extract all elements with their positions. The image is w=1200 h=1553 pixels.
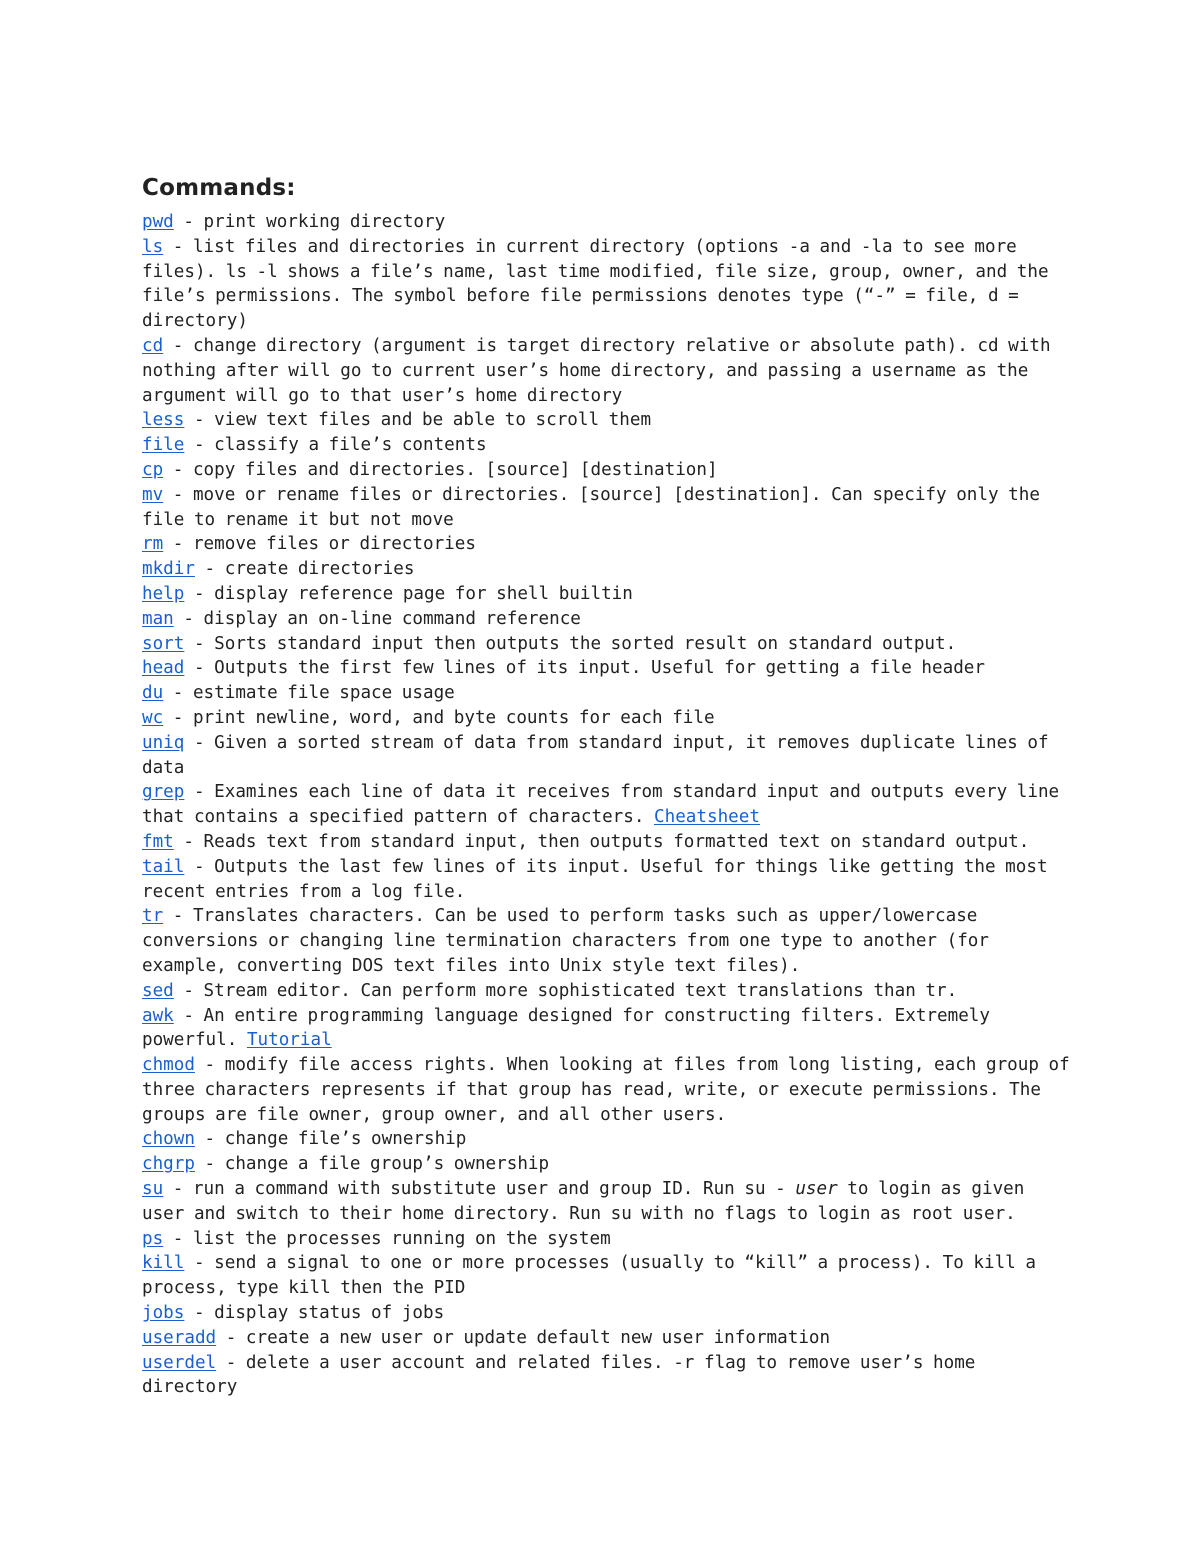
command-entry [142, 334, 1072, 408]
command-link[interactable]: tail [142, 856, 185, 877]
page-title: Commands: [142, 175, 296, 201]
command-link[interactable]: man [142, 608, 174, 629]
command-description: - Outputs the last few lines of its input. Useful for things like getting the most recent entries from a log file. [142, 856, 1048, 902]
command-link[interactable]: tr [142, 906, 164, 927]
command-link[interactable]: pwd [142, 212, 174, 232]
document-page [142, 172, 1072, 1400]
command-description: - Translates characters. Can be used to perform tasks such as upper/lowercase conversions or changing line termination characters from one type to another (for example, converting DOS text files into Unix style text files). [142, 906, 989, 976]
command-link[interactable]: grep [142, 782, 185, 803]
command-link[interactable]: userdel [142, 1352, 217, 1373]
command-link[interactable]: help [142, 583, 185, 604]
command-link[interactable]: jobs [142, 1303, 185, 1324]
command-link[interactable]: sort [142, 633, 185, 654]
command-entry [142, 582, 1072, 607]
command-description: - classify a file’s contents [184, 435, 487, 456]
command-description: - display reference page for shell builtin [184, 583, 633, 604]
command-entry [142, 1053, 1072, 1127]
command-entry [142, 483, 1072, 533]
command-entry [142, 731, 1072, 781]
command-description: - Reads text from standard input, then outputs formatted text on standard output. [173, 831, 1030, 852]
command-entry [142, 458, 1072, 483]
command-entry [142, 1152, 1072, 1177]
command-link[interactable]: chmod [142, 1055, 195, 1076]
command-link[interactable]: ls [142, 236, 164, 257]
command-description-continued: to login as given user and switch to their home directory. Run su with no flags to login as root user. [142, 1179, 1025, 1224]
command-description: - create a new user or update default new user information [216, 1327, 831, 1348]
command-link[interactable]: useradd [142, 1327, 217, 1348]
command-link[interactable]: rm [142, 534, 164, 555]
reference-link[interactable]: Tutorial [246, 1030, 332, 1051]
command-entry [142, 433, 1072, 458]
command-entry [142, 235, 1072, 334]
command-link[interactable]: head [142, 658, 185, 679]
command-description: - Given a sorted stream of data from standard input, it removes duplicate lines of data [142, 732, 1049, 778]
command-description: - estimate file space usage [163, 683, 455, 704]
command-entry [142, 979, 1072, 1004]
command-link[interactable]: mkdir [142, 559, 195, 580]
command-link[interactable]: sed [142, 980, 174, 1001]
command-description: - view text files and be able to scroll them [184, 410, 652, 431]
command-link[interactable]: chgrp [142, 1154, 195, 1175]
command-link[interactable]: su [142, 1179, 164, 1200]
command-description: - print newline, word, and byte counts for each file [163, 707, 715, 728]
command-description: - change directory (argument is target directory relative or absolute path). cd with nothing after will go to current user’s home directory, and passing a username as the argument will go to that user’s home directory [142, 335, 1051, 406]
command-entry [142, 830, 1072, 855]
command-argument: user [795, 1179, 838, 1200]
command-entry [142, 1326, 1072, 1351]
command-description: - copy files and directories. [source] [destination] [163, 459, 718, 480]
command-description: - change file’s ownership [194, 1129, 467, 1150]
command-description: - change a file group’s ownership [194, 1154, 550, 1175]
command-entry [142, 557, 1072, 582]
command-description: - Examines each line of data it receives from standard input and outputs every line that contains a specified pattern of characters. [142, 782, 1060, 828]
command-entry [142, 1351, 1072, 1401]
command-entry [142, 408, 1072, 433]
command-link[interactable]: mv [142, 484, 164, 505]
command-link[interactable]: awk [142, 1005, 174, 1026]
command-entry [142, 780, 1072, 830]
command-link[interactable]: kill [142, 1253, 185, 1274]
command-entry [142, 607, 1072, 632]
command-entry [142, 1301, 1072, 1326]
command-entry [142, 855, 1072, 905]
command-link[interactable]: du [142, 683, 164, 704]
command-entry [142, 681, 1072, 706]
command-entry [142, 904, 1072, 978]
command-description: - list the processes running on the system [163, 1228, 611, 1249]
command-link[interactable]: less [142, 410, 185, 431]
command-link[interactable]: file [142, 435, 185, 456]
command-link[interactable]: chown [142, 1129, 195, 1150]
command-link[interactable]: cd [142, 335, 164, 356]
command-entry [142, 706, 1072, 731]
command-entry [142, 1227, 1072, 1252]
command-link[interactable]: uniq [142, 732, 185, 753]
command-description: - send a signal to one or more processes (usually to “kill” a process). To kill a process, type kill then the PID [142, 1253, 1036, 1299]
command-description: - move or rename files or directories. [source] [destination]. Can specify only the file to rename it but not move [142, 484, 1040, 530]
command-list [142, 210, 1072, 1400]
command-entry [142, 532, 1072, 557]
command-entry [142, 632, 1072, 657]
command-description: - display an on-line command reference [173, 608, 581, 629]
command-description: - Stream editor. Can perform more sophisticated text translations than tr. [173, 980, 958, 1001]
command-description: - remove files or directories [163, 534, 476, 555]
command-entry [142, 1004, 1072, 1054]
command-description: - run a command with substitute user and group ID. Run su - [163, 1179, 796, 1200]
command-description: - list files and directories in current directory (options -a and -la to see more files). ls -l shows a file’s name, last time modified, file size, group, owner, and the file’s permissions. The symbol before file permissions denotes type (“-” = file, d = directory) [142, 236, 1049, 332]
command-description: - create directories [194, 559, 415, 580]
command-entry [142, 1177, 1072, 1227]
command-description: - print working directory [173, 212, 446, 232]
command-link[interactable]: ps [142, 1228, 164, 1249]
command-entry [142, 210, 1072, 235]
command-description: - An entire programming language designed for constructing filters. Extremely powerful. [142, 1005, 990, 1051]
command-link[interactable]: wc [142, 707, 164, 728]
command-entry [142, 656, 1072, 681]
command-link[interactable]: cp [142, 459, 164, 480]
command-entry [142, 1251, 1072, 1301]
command-description: - delete a user account and related files. -r flag to remove user’s home directory [142, 1352, 976, 1398]
reference-link[interactable]: Cheatsheet [654, 807, 760, 828]
command-description: - Outputs the first few lines of its input. Useful for getting a file header [184, 658, 985, 679]
command-description: - modify file access rights. When looking at files from long listing, each group of three characters represents if that group has read, write, or execute permissions. The groups are file owner, group owner, and all other users. [142, 1055, 1070, 1125]
command-link[interactable]: fmt [142, 831, 174, 852]
command-entry [142, 1127, 1072, 1152]
command-description: - display status of jobs [184, 1303, 445, 1324]
command-description: - Sorts standard input then outputs the sorted result on standard output. [184, 633, 957, 654]
